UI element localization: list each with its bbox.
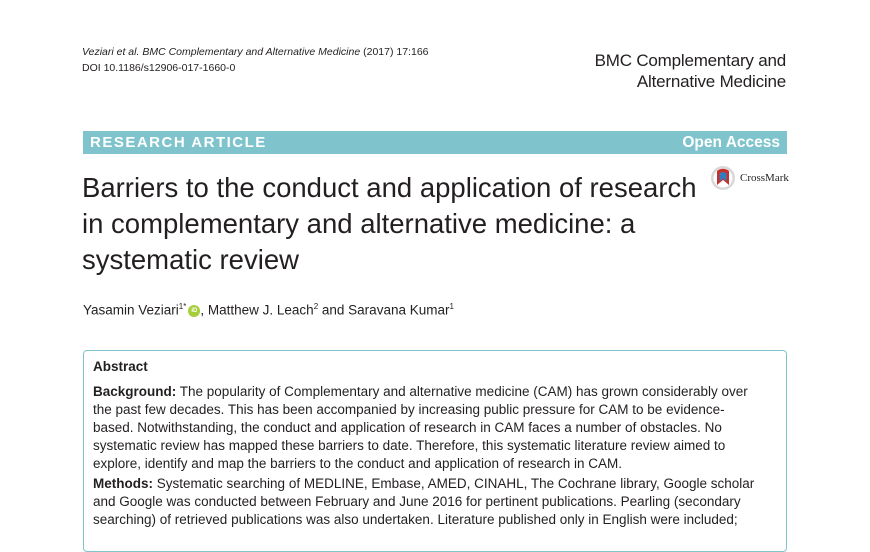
crossmark-icon — [710, 165, 736, 191]
author-name[interactable]: Matthew J. Leach — [207, 302, 314, 318]
abstract-background — [93, 383, 757, 473]
author-list — [83, 302, 454, 318]
author-name[interactable]: Saravana Kumar — [348, 302, 450, 318]
methods-text: Systematic searching of MEDLINE, Embase, AMED, CINAHL, The Cochrane library, Google scholar and Google was conducted between February and June 2016 for pertinent publications. Pearling (secondary searching) of retrieved publications was also undertaken. Literature published only in English were included; — [93, 476, 755, 527]
citation-doi: DOI 10.1186/s12906-017-1660-0 — [82, 62, 236, 74]
abstract-heading: Abstract — [93, 359, 148, 374]
abstract-box — [83, 350, 787, 552]
author-affiliation: 2 — [313, 302, 319, 311]
methods-label: Methods: — [93, 476, 153, 491]
citation-block — [82, 44, 429, 76]
article-type: RESEARCH ARTICLE — [90, 134, 267, 151]
orcid-icon[interactable]: iD — [188, 305, 200, 317]
journal-brand — [595, 50, 786, 92]
crossmark-badge[interactable] — [710, 165, 789, 191]
author-name[interactable]: Yasamin Veziari — [83, 302, 179, 318]
citation-authors: Veziari et al. — [82, 46, 140, 58]
background-label: Background: — [93, 384, 177, 399]
author-separator: , — [200, 302, 208, 318]
article-banner — [83, 131, 787, 154]
open-access-label[interactable]: Open Access — [682, 134, 780, 151]
citation-volume: (2017) 17:166 — [363, 46, 429, 58]
journal-brand-line1: BMC Complementary and — [594, 51, 786, 70]
author-affiliation: 1* — [178, 302, 187, 311]
abstract-body — [93, 383, 757, 531]
background-text: The popularity of Complementary and alternative medicine (CAM) has grown considerably over the past few decades. This has been accompanied by increasing public pressure for CAM to be evidence-based. Notwithstanding, the conduct and application of research in CAM faces a number of obstacles. No systematic review has mapped these barriers to date. Therefore, this systematic literature review aimed to explore, identify and map the barriers to the conduct and application of research in CAM. — [93, 384, 748, 471]
author-separator: and — [318, 302, 349, 318]
article-title: Barriers to the conduct and application of research in complementary and alternative medicine: a systematic review — [82, 172, 697, 275]
crossmark-label: CrossMark — [740, 172, 789, 184]
citation-journal: BMC Complementary and Alternative Medicine — [142, 46, 361, 58]
abstract-methods — [93, 475, 757, 529]
journal-brand-line2: Alternative Medicine — [636, 72, 786, 91]
author-affiliation: 1 — [449, 302, 454, 311]
citation-line — [82, 44, 429, 60]
